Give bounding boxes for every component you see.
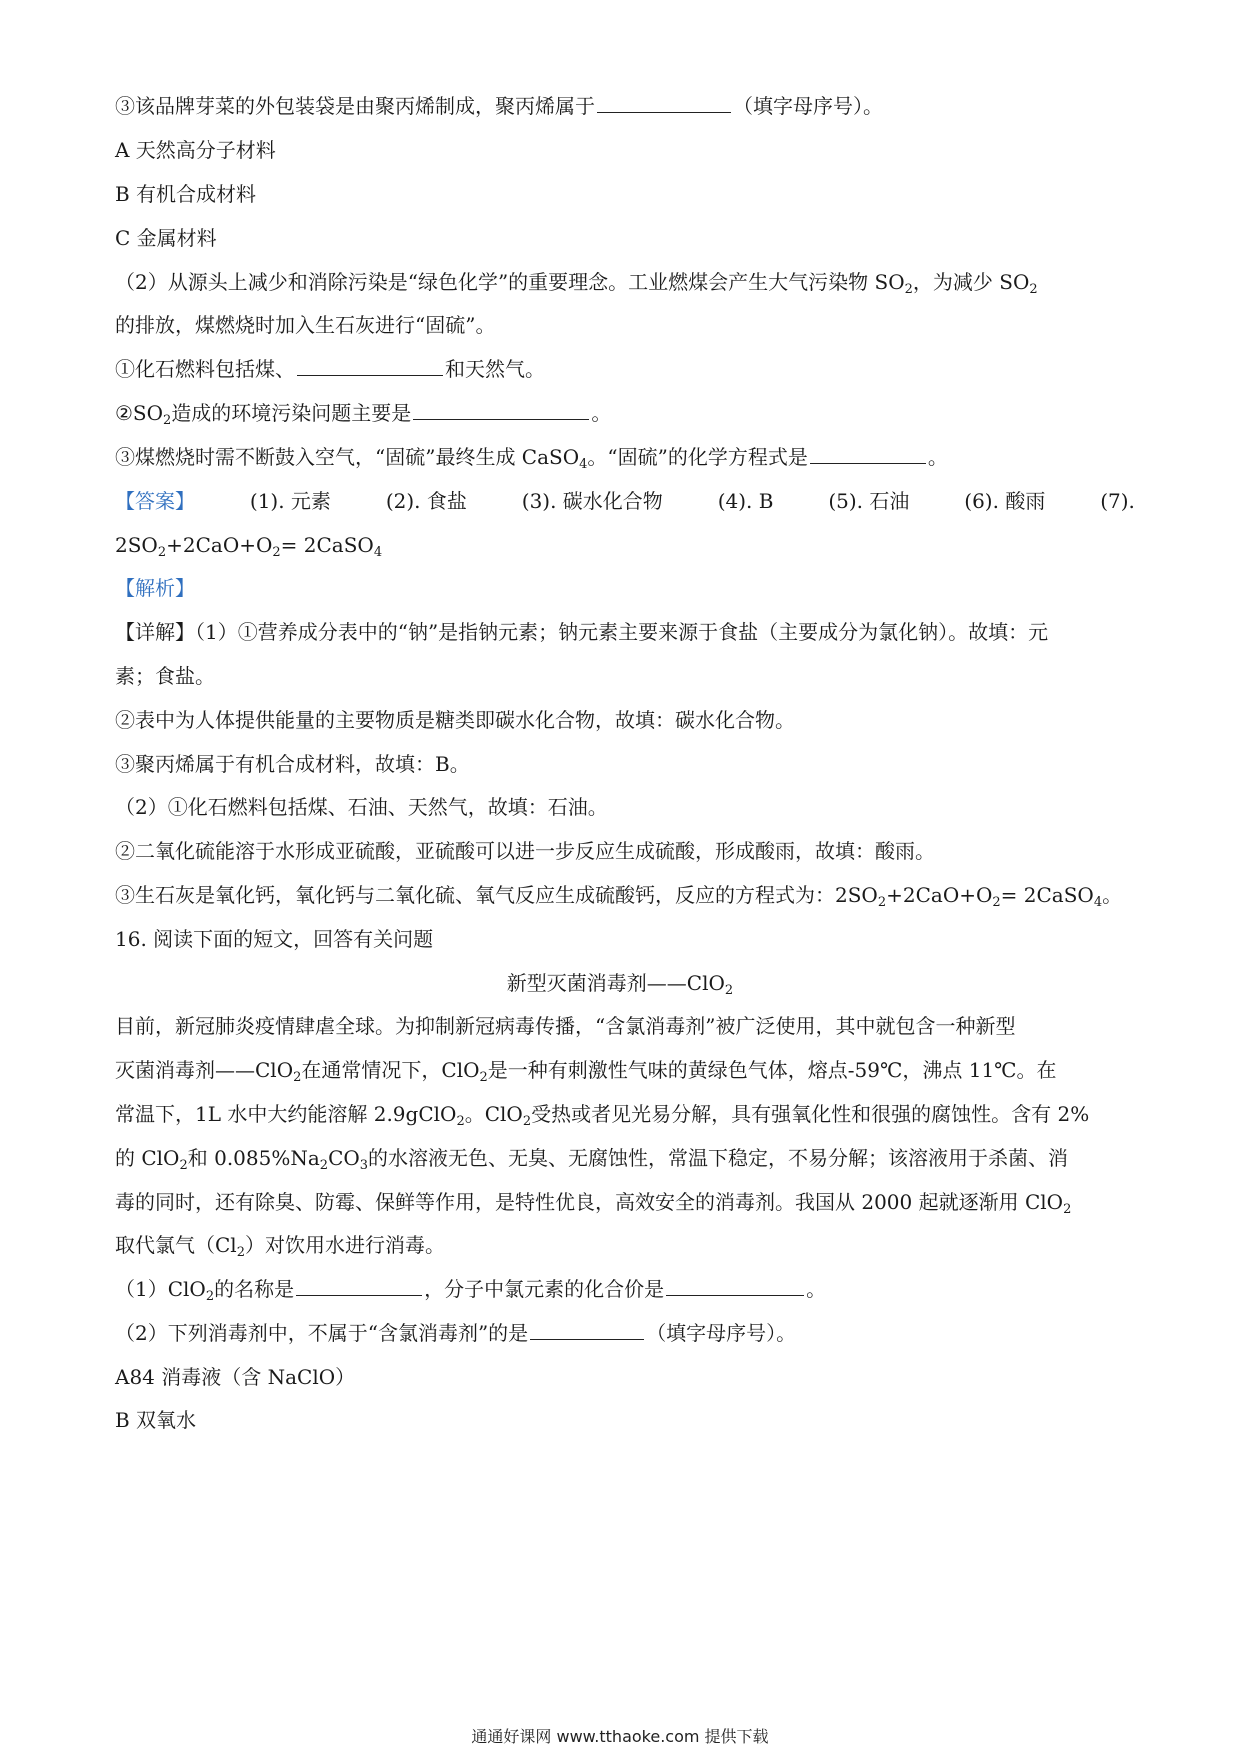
part-2-line-1: [115, 268, 1135, 296]
subscript: 2: [904, 282, 913, 297]
text: 造成的环境污染问题主要是: [171, 401, 412, 425]
answer-row: [115, 487, 1135, 515]
question-3: [115, 92, 1135, 120]
subscript: 2: [236, 1245, 245, 1260]
text: 常温下，1L 水中大约能溶解 2.9gClO: [115, 1102, 457, 1126]
text: 在通常情况下，ClO: [301, 1058, 480, 1082]
answer-item: (6). 酸雨: [964, 489, 1046, 513]
answer-item: (4). B: [717, 489, 774, 513]
text: 的水溶液无色、无臭、无腐蚀性，常温下稳定，不易分解；该溶液用于杀菌、消: [368, 1146, 1069, 1170]
answer-blank: [530, 1319, 644, 1340]
sub-question-2: [115, 1319, 1135, 1347]
subscript: 2: [205, 1289, 215, 1304]
subscript: 2: [272, 545, 281, 560]
subscript: 4: [373, 545, 383, 560]
article-title: [0, 969, 1240, 997]
detail-line-7: [115, 881, 1135, 909]
answer-item: (2). 食盐: [385, 489, 467, 513]
subscript: 2: [1063, 1202, 1072, 1217]
part-2-question-3: [115, 443, 1135, 471]
sub-option-b: B 双氧水: [115, 1408, 197, 1432]
text: 。: [591, 401, 612, 425]
text: 新型灭菌消毒剂——ClO: [506, 971, 725, 995]
text: ）对饮用水进行消毒。: [244, 1233, 445, 1257]
text: ，为减少 SO: [912, 270, 1030, 294]
text: （2）下列消毒剂中，不属于“含氯消毒剂”的是: [115, 1321, 529, 1345]
part-2-line-2: 的排放，煤燃烧时加入生石灰进行“固硫”。: [115, 313, 496, 337]
option-b: B 有机合成材料: [115, 182, 257, 206]
article-line-6: [115, 1231, 1135, 1259]
text: 受热或者见光易分解，具有强氧化性和很强的腐蚀性。含有 2%: [531, 1102, 1090, 1126]
text: 2SO: [115, 533, 158, 557]
answer-tag: 【答案】: [115, 489, 195, 513]
text: （填字母序号）。: [646, 1321, 797, 1345]
text: ，分子中氯元素的化合价是: [424, 1277, 665, 1301]
footer-credit: 通通好课网 www.tthaoke.com 提供下载: [471, 1727, 769, 1746]
text: 和 0.085%Na: [187, 1146, 320, 1170]
subscript: 2: [877, 895, 887, 910]
answer-equation: [115, 531, 1135, 559]
subscript: 4: [579, 457, 588, 472]
text: = 2CaSO: [1000, 883, 1094, 907]
detail-line-4: ③聚丙烯属于有机合成材料，故填：B。: [115, 752, 470, 776]
subscript: 4: [1093, 895, 1103, 910]
article-line-4: [115, 1144, 1135, 1172]
detail-line-3: ②表中为人体提供能量的主要物质是糖类即碳水化合物，故填：碳水化合物。: [115, 708, 795, 732]
subscript: 2: [179, 1158, 188, 1173]
subscript: 2: [456, 1114, 465, 1129]
article-line-3: [115, 1100, 1135, 1128]
detail-line-1: 【详解】（1）①营养成分表中的“钠”是指钠元素；钠元素主要来源于食盐（主要成分为氯化钠）。故填：元: [115, 620, 1049, 644]
analysis-tag: 【解析】: [115, 576, 195, 600]
answer-blank: [413, 399, 589, 420]
detail-line-5: （2）①化石燃料包括煤、石油、天然气，故填：石油。: [115, 795, 608, 819]
answer-item: (1). 元素: [249, 489, 331, 513]
subscript: 2: [1029, 282, 1038, 297]
text: 。: [1102, 883, 1123, 907]
text: （1）ClO: [115, 1277, 206, 1301]
subscript: 3: [359, 1158, 369, 1173]
subscript: 2: [157, 545, 167, 560]
text: 。: [806, 1277, 827, 1301]
part-2-question-1: [115, 355, 1135, 383]
question-text: ③该品牌芽菜的外包装袋是由聚丙烯制成，聚丙烯属于: [115, 94, 595, 118]
subscript: 2: [724, 983, 734, 998]
subscript: 2: [522, 1114, 532, 1129]
answer-blank: [810, 443, 926, 464]
text: （2）从源头上减少和消除污染是“绿色化学”的重要理念。工业燃煤会产生大气污染物 SO: [115, 270, 905, 294]
text: ③生石灰是氧化钙，氧化钙与二氧化硫、氧气反应生成硫酸钙，反应的方程式为：2SO: [115, 883, 878, 907]
answer-blank: [296, 1275, 422, 1296]
text: 。ClO: [464, 1102, 523, 1126]
sub-option-a: A84 消毒液（含 NaClO）: [115, 1365, 356, 1389]
answer-blank: [597, 92, 731, 113]
text: +2CaO+O: [166, 533, 273, 557]
answer-item: (7).: [1100, 489, 1135, 513]
question-text: （填字母序号）。: [733, 94, 883, 118]
subscript: 2: [293, 1070, 302, 1085]
text: +2CaO+O: [886, 883, 993, 907]
option-a: A 天然高分子材料: [115, 138, 276, 162]
subscript: 2: [479, 1070, 488, 1085]
article-line-2: [115, 1056, 1135, 1084]
part-2-question-2: [115, 399, 1135, 427]
answer-item: (3). 碳水化合物: [521, 489, 663, 513]
sub-question-1: [115, 1275, 1135, 1303]
option-c: C 金属材料: [115, 226, 217, 250]
text: 取代氯气（Cl: [115, 1233, 237, 1257]
subscript: 2: [163, 413, 172, 428]
text: ①化石燃料包括煤、: [115, 357, 295, 381]
text: 毒的同时，还有除臭、防霉、保鲜等作用，是特性优良，高效安全的消毒剂。我国从 2000 起就逐渐用 ClO: [115, 1190, 1064, 1214]
article-line-5: [115, 1188, 1135, 1216]
text: 的名称是: [214, 1277, 295, 1301]
text: 灭菌消毒剂——ClO: [115, 1058, 294, 1082]
article-line-1: 目前，新冠肺炎疫情肆虐全球。为抑制新冠病毒传播，“含氯消毒剂”被广泛使用，其中就包含一种新型: [115, 1014, 1016, 1038]
question-16-heading: 16. 阅读下面的短文，回答有关问题: [115, 927, 434, 951]
text: 和天然气。: [445, 357, 545, 381]
answer-blank: [666, 1275, 804, 1296]
text: = 2CaSO: [280, 533, 374, 557]
text: ③煤燃烧时需不断鼓入空气，“固硫”最终生成 CaSO: [115, 445, 580, 469]
text: 。“固硫”的化学方程式是: [587, 445, 808, 469]
answer-blank: [297, 355, 443, 376]
text: CO: [328, 1146, 360, 1170]
text: ②SO: [115, 401, 164, 425]
detail-line-2: 素；食盐。: [115, 664, 215, 688]
text: 的 ClO: [115, 1146, 180, 1170]
detail-line-6: ②二氧化硫能溶于水形成亚硫酸，亚硫酸可以进一步反应生成硫酸，形成酸雨，故填：酸雨。: [115, 839, 935, 863]
text: 是一种有刺激性气味的黄绿色气体，熔点-59℃，沸点 11℃。在: [487, 1058, 1057, 1082]
subscript: 2: [319, 1158, 329, 1173]
text: 。: [927, 445, 948, 469]
subscript: 2: [992, 895, 1001, 910]
answer-item: (5). 石油: [828, 489, 910, 513]
